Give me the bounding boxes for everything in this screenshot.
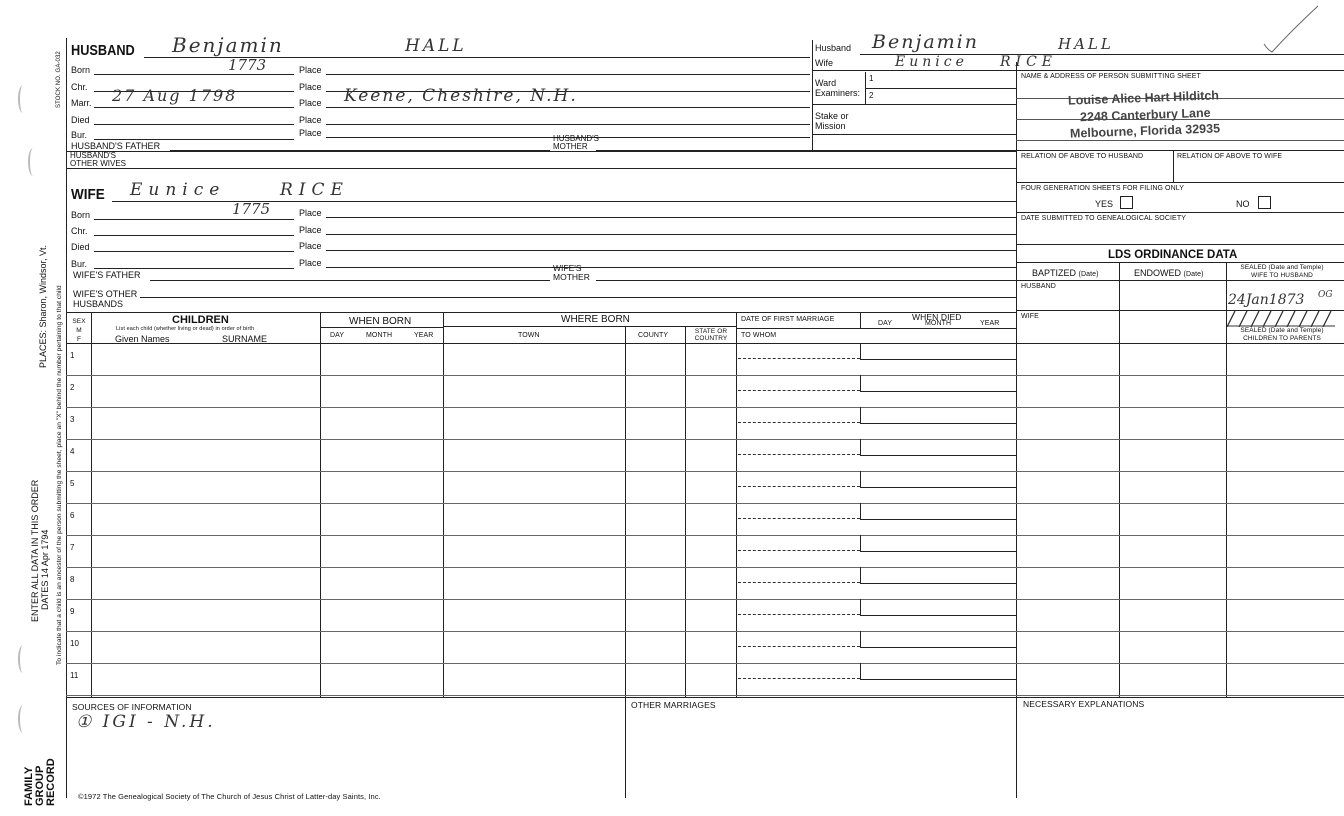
children-title: CHILDREN	[172, 314, 229, 326]
submitter-street[interactable]: 2248 Canterbury Lane	[1079, 105, 1211, 125]
sealed-wife-label: SEALED (Date and Temple) WIFE TO HUSBAND	[1240, 264, 1324, 279]
wife-died-place-label: Place	[299, 241, 322, 251]
to-whom-line	[738, 582, 860, 583]
to-whom-line	[738, 646, 860, 647]
necessary-explanations-label: NECESSARY EXPLANATIONS	[1023, 699, 1145, 709]
table-row[interactable]	[66, 599, 1344, 631]
wife-surname[interactable]: RICE	[280, 180, 349, 200]
row-number: 7	[70, 543, 75, 552]
husband-died-place-label: Place	[299, 115, 322, 125]
panel-husband-given[interactable]: Benjamin	[872, 31, 979, 53]
year-label: YEAR	[414, 332, 434, 339]
stake-mission-label: Stake or Mission	[815, 111, 849, 131]
when-born-label: WHEN BORN	[349, 316, 412, 327]
copyright: ©1972 The Genealogical Society of The Church of Jesus Christ of Latter-day Saints, Inc.	[78, 792, 381, 801]
husband-chr-place-label: Place	[299, 82, 322, 92]
wife-born-label: Born	[71, 210, 91, 220]
table-row[interactable]	[66, 663, 1344, 695]
to-whom-line	[738, 454, 860, 455]
husband-label: HUSBAND	[71, 42, 135, 59]
panel-husband-surname[interactable]: HALL	[1058, 35, 1114, 53]
to-whom-line	[738, 614, 860, 615]
table-row[interactable]	[66, 407, 1344, 439]
side-dates: DATES 14 Apr 1794	[40, 529, 50, 610]
town-label: TOWN	[518, 332, 540, 339]
died-box	[860, 663, 1017, 680]
side-enter-order: ENTER ALL DATA IN THIS ORDER	[30, 479, 40, 622]
wife-bur-place-label: Place	[299, 258, 322, 268]
wife-bur-label: Bur.	[71, 259, 88, 269]
submitter-label: NAME & ADDRESS OF PERSON SUBMITTING SHEET	[1021, 73, 1201, 80]
husband-born-label: Born	[71, 65, 91, 75]
relation-wife-label: RELATION OF ABOVE TO WIFE	[1177, 153, 1283, 160]
endowed-label: ENDOWED (Date)	[1134, 268, 1204, 278]
punch-hole	[18, 705, 28, 733]
no-checkbox[interactable]	[1258, 196, 1271, 209]
examiner-2: 2	[869, 91, 874, 100]
husband-born-date[interactable]: 1773	[228, 56, 267, 74]
yes-checkbox[interactable]	[1120, 196, 1133, 209]
sources-value[interactable]: ① IGI - N.H.	[76, 712, 216, 732]
husband-mother-label: HUSBAND'S MOTHER	[553, 134, 599, 151]
checkmark-icon	[1262, 4, 1322, 56]
table-row[interactable]	[66, 567, 1344, 599]
sex-label: SEX M F	[72, 318, 86, 343]
row-number: 11	[70, 671, 79, 680]
when-died-label: WHEN DIED	[912, 312, 962, 322]
to-whom-line	[738, 518, 860, 519]
table-row[interactable]	[66, 535, 1344, 567]
panel-husband-label: Husband	[815, 43, 852, 53]
row-number: 1	[70, 351, 75, 360]
husband-bur-label: Bur.	[71, 130, 88, 140]
sealed-temple-code[interactable]: OG	[1318, 290, 1333, 300]
to-whom-line	[738, 390, 860, 391]
lds-wife-row-label: WIFE	[1021, 313, 1039, 320]
relation-husband-label: RELATION OF ABOVE TO HUSBAND	[1021, 153, 1144, 160]
table-row[interactable]	[66, 343, 1344, 375]
table-row[interactable]	[66, 503, 1344, 535]
husband-born-place-label: Place	[299, 65, 322, 75]
stock-number: STOCK NO. GA-032	[56, 51, 62, 108]
table-row[interactable]	[66, 471, 1344, 503]
ward-label: Ward	[815, 78, 837, 88]
wife-born-date[interactable]: 1775	[232, 200, 271, 218]
row-number: 5	[70, 479, 75, 488]
husband-father-label: HUSBAND'S FATHER	[71, 141, 161, 151]
no-label: NO	[1236, 199, 1250, 209]
children-instruction: List each child (whether living or dead) in order of birth	[116, 326, 255, 332]
examiners-label: Examiners:	[815, 88, 861, 98]
where-born-label: WHERE BORN	[561, 314, 630, 325]
table-row[interactable]	[66, 439, 1344, 471]
husband-marriage-place[interactable]: Keene, Cheshire, N.H.	[344, 86, 578, 106]
baptized-label: BAPTIZED (Date)	[1032, 268, 1099, 278]
submitter-city[interactable]: Melbourne, Florida 32935	[1069, 121, 1221, 141]
row-number: 6	[70, 511, 75, 520]
husband-surname[interactable]: HALL	[405, 36, 467, 56]
to-whom-line	[738, 486, 860, 487]
first-marriage-label: DATE OF FIRST MARRIAGE	[741, 316, 835, 323]
wife-given-name[interactable]: Eunice	[130, 180, 226, 200]
panel-wife-given[interactable]: Eunice	[895, 54, 968, 70]
to-whom-line	[738, 678, 860, 679]
yes-label: YES	[1095, 199, 1114, 209]
panel-wife-surname[interactable]: RICE	[1000, 54, 1058, 70]
punch-hole	[18, 645, 28, 673]
to-whom-label: TO WHOM	[741, 332, 777, 339]
sources-label: SOURCES OF INFORMATION	[72, 702, 192, 712]
husband-given-name[interactable]: Benjamin	[172, 33, 284, 57]
day-label: DAY	[330, 332, 345, 339]
row-number: 9	[70, 607, 75, 616]
died-year-label: YEAR	[980, 320, 1000, 327]
wife-father-label: WIFE'S FATHER	[73, 270, 141, 280]
table-row[interactable]	[66, 631, 1344, 663]
to-whom-line	[738, 550, 860, 551]
county-label: COUNTY	[638, 332, 669, 339]
husband-chr-label: Chr.	[71, 82, 88, 92]
submitter-name[interactable]: Louise Alice Hart Hilditch	[1067, 88, 1220, 108]
died-day-label: DAY	[878, 320, 893, 327]
lds-title: LDS ORDINANCE DATA	[1108, 249, 1238, 261]
lds-husband-row-label: HUSBAND	[1021, 283, 1056, 290]
side-instruction: To indicate that a child is an ancestor of the person submitting the sheet, place an "X" behind the number pertaining to that child	[56, 285, 63, 665]
to-whom-line	[738, 422, 860, 423]
wife-born-place-label: Place	[299, 208, 322, 218]
wife-chr-label: Chr.	[71, 226, 88, 236]
row-number: 3	[70, 415, 75, 424]
four-generation-label: FOUR GENERATION SHEETS FOR FILING ONLY	[1021, 185, 1185, 192]
wife-label: WIFE	[71, 186, 105, 203]
husband-marriage-date[interactable]: 27 Aug 1798	[112, 86, 238, 105]
husband-marr-place-label: Place	[299, 98, 322, 108]
row-number: 10	[70, 639, 79, 648]
to-whom-line	[738, 358, 860, 359]
table-row[interactable]	[66, 375, 1344, 407]
record-title: FAMILY GROUP RECORD	[23, 758, 57, 806]
died-box	[860, 503, 1017, 520]
state-country-label: STATE OR COUNTRY	[694, 328, 728, 342]
punch-hole	[18, 85, 28, 113]
died-box	[860, 343, 1017, 360]
wife-other-husbands-label: WIFE'S OTHER HUSBANDS	[73, 289, 138, 309]
date-submitted-label: DATE SUBMITTED TO GENEALOGICAL SOCIETY	[1021, 215, 1186, 222]
died-box	[860, 375, 1017, 392]
died-box	[860, 599, 1017, 616]
wife-mother-label: WIFE'S MOTHER	[553, 263, 590, 282]
given-names-label: Given Names	[115, 334, 170, 344]
surname-label: SURNAME	[222, 334, 268, 344]
died-box	[860, 407, 1017, 424]
row-number: 4	[70, 447, 75, 456]
sealed-wife-date[interactable]: 24Jan1873	[1228, 292, 1305, 308]
examiner-1: 1	[869, 74, 874, 83]
row-number: 2	[70, 383, 75, 392]
died-box	[860, 471, 1017, 488]
died-box	[860, 535, 1017, 552]
sealed-children-label: SEALED (Date and Temple) CHILDREN TO PARENTS	[1240, 327, 1324, 342]
husband-died-label: Died	[71, 115, 90, 125]
month-label: MONTH	[366, 332, 393, 339]
other-marriages-label: OTHER MARRIAGES	[631, 700, 716, 710]
wife-died-label: Died	[71, 242, 90, 252]
died-box	[860, 567, 1017, 584]
panel-wife-label: Wife	[815, 58, 833, 68]
husband-bur-place-label: Place	[299, 128, 322, 138]
hatched-cell	[1227, 311, 1335, 327]
husband-marr-label: Marr.	[71, 98, 92, 108]
row-number: 8	[70, 575, 75, 584]
died-box	[860, 439, 1017, 456]
wife-chr-place-label: Place	[299, 225, 322, 235]
died-box	[860, 631, 1017, 648]
died-month-label: MONTH	[925, 320, 952, 327]
row-divider	[66, 695, 1344, 696]
punch-hole	[28, 148, 38, 176]
side-places: PLACES: Sharon, Windsor, Vt.	[38, 244, 48, 368]
husband-other-wives-label: HUSBAND'S OTHER WIVES	[70, 151, 127, 168]
